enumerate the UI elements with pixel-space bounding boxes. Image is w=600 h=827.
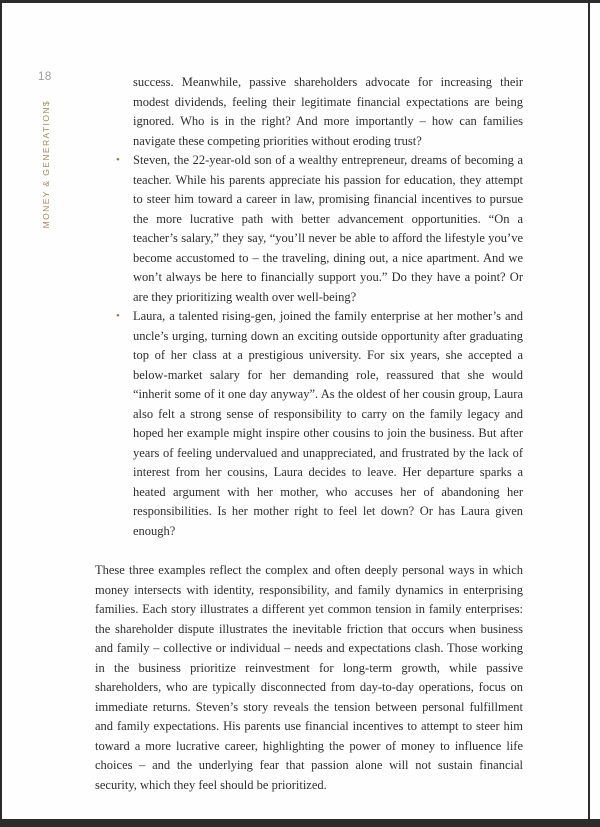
page-edge-bottom <box>0 819 600 827</box>
bullet-icon: • <box>116 154 120 166</box>
bullet-icon: • <box>116 310 120 322</box>
bullet-text: Laura, a talented rising-gen, joined the family enterprise at her mother’s and uncle’s urging, turning down an exciting outside opportunity after graduating top of her class at a prestigious university. For six years, she accepted a below-market salary for her demanding role, reassured that she would “inherit some of it one day anyway”. As the oldest of her cousin group, Laura also felt a strong sense of responsibility to carry on the family legacy and hoped her example might inspire other cousins to join the business. But after years of feeling undervalued and unappreciated, and frustrated by the lack of interest from her cousins, Laura decides to leave. Her departure sparks a heated argument with her mother, who accuses her of abandoning her responsibilities. Is her mother right to feel let down? Or has Laura given enough? <box>133 309 523 538</box>
bullet-text: Steven, the 22-year-old son of a wealthy entrepreneur, dreams of becoming a teacher. While his parents appreciate his passion for education, they attempt to steer him toward a career in law, promising financial incentives to pursue the more lucrative path with better advancement opportunities. “On a teacher’s salary,” they say, “you’ll never be able to afford the lifestyle you’ve become accustomed to – the traveling, dining out, a nice apartment. And we won’t always be here to financially support you.” Do they have a point? Or are they prioritizing wealth over well-being? <box>133 153 523 304</box>
bullet-item-laura <box>95 307 523 541</box>
page-edge-left <box>0 0 2 827</box>
bullet-continuation-text: success. Meanwhile, passive shareholders advocate for increasing their modest dividends, feeling their legitimate financial expectations are being ignored. Who is in the right? And more importantly – how can families navigate these competing priorities without eroding trust? <box>133 75 523 148</box>
page-body <box>95 73 523 795</box>
running-head: MONEY & GENERATION$ <box>41 100 51 229</box>
bullet-item-steven <box>95 151 523 307</box>
page-number: 18 <box>38 71 52 83</box>
page-edge-top <box>0 0 600 3</box>
page-edge-right <box>588 0 590 827</box>
closing-paragraph: These three examples reflect the complex and often deeply personal ways in which money intersects with identity, responsibility, and family dynamics in enterprising families. Each story illustrates a different yet common tension in family enterprises: the shareholder dispute illustrates the inevitable friction that occurs when business and family – collective or individual – needs and expectations clash. Those working in the business prioritize reinvestment for long-term growth, while passive shareholders, who are typically disconnected from day-to-day operations, focus on immediate returns. Steven’s story reveals the tension between personal fulfillment and family expectations. His parents use financial incentives to attempt to steer him toward a more lucrative career, highlighting the power of money to influence life choices – and the underlying fear that passion alone will not sustain financial security, which they feel should be prioritized. <box>95 563 523 792</box>
